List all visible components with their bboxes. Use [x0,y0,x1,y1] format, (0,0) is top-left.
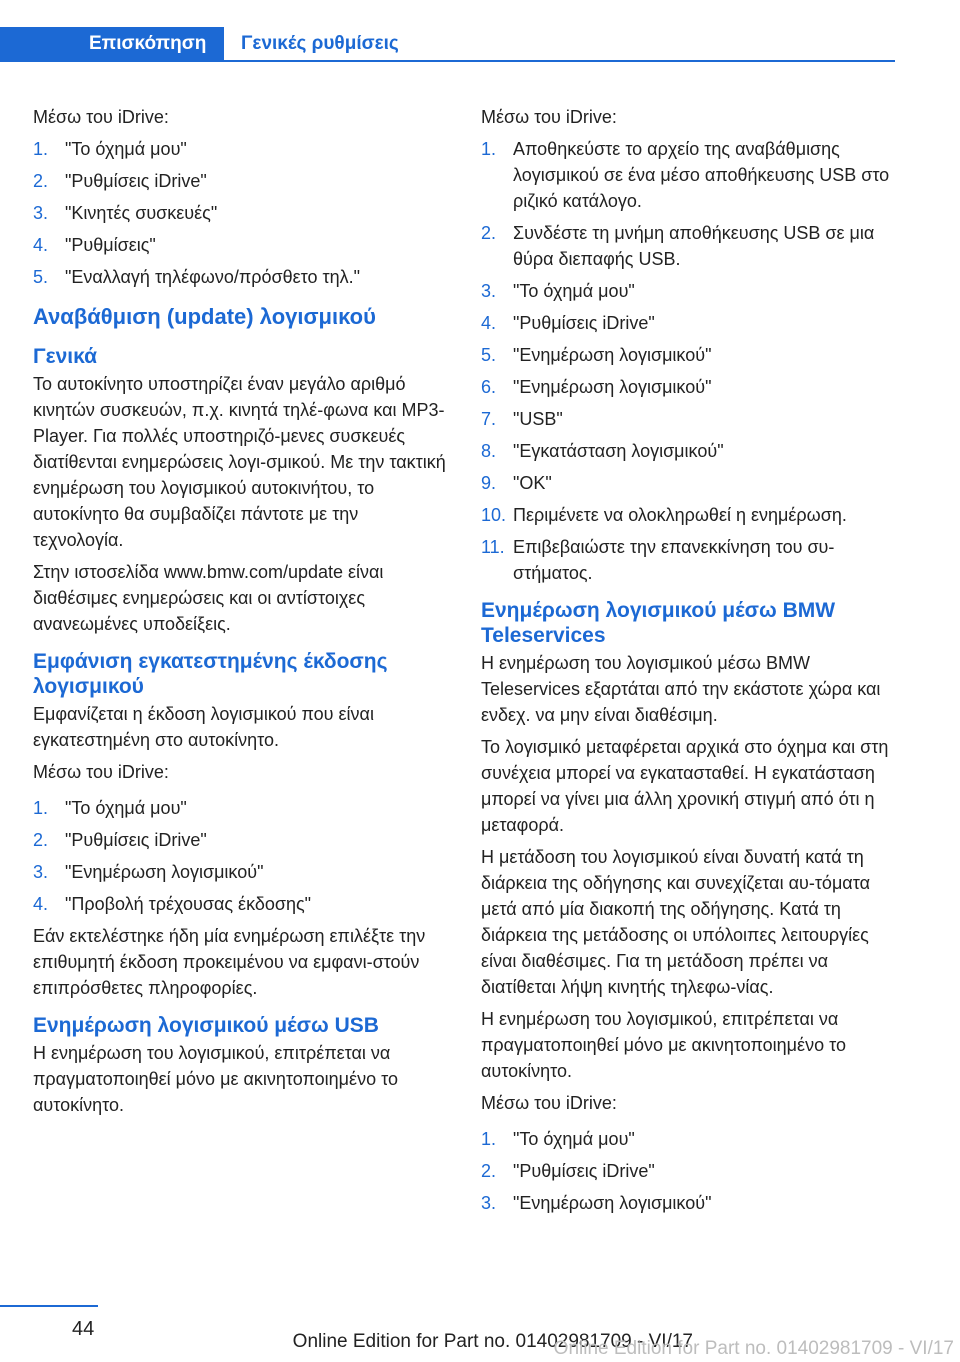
section-title-software-update: Αναβάθμιση (update) λογισμικού [33,304,376,329]
tab-general-settings[interactable]: Γενικές ρυθμίσεις [241,33,399,54]
heading-installed-version: Εμφάνιση εγκατεστημένης έκδοσης λογισμικού [33,650,388,698]
list-item: 2. "Ρυθμίσεις iDrive" [33,171,207,191]
list-item: 10. Περιμένετε να ολοκληρωθεί η ενημέρωση. [481,505,847,525]
list-item: 11. Επιβεβαιώστε την επανεκκίνηση του συ-στήματος. [481,537,835,583]
paragraph: Το λογισμικό μεταφέρεται αρχικά στο όχημα και στη συνέχεια μπορεί να εγκατασταθεί. Η εγκατάσταση μπορεί να γίνει μια άλλη χρονική στιγμή από ότι η μεταφορά. [481,737,889,835]
right-intro-2: Μέσω του iDrive: [481,1093,617,1113]
paragraph: Στην ιστοσελίδα www.bmw.com/update είναι διαθέσιμες ενημερώσεις και οι αντίστοιχες ανανεωμένες υποδείξεις. [33,562,384,634]
list-item: 9. "OK" [481,473,552,493]
list-item: 7. "USB" [481,409,563,429]
left-intro-2: Μέσω του iDrive: [33,762,169,782]
left-steps-2 [33,795,451,917]
list-item: 3. "Ενημέρωση λογισμικού" [33,862,264,882]
paragraph: Η ενημέρωση του λογισμικού, επιτρέπεται να πραγματοποιηθεί μόνο με ακινητοποιημένο το αυτοκίνητο. [481,1009,846,1081]
header-divider [0,60,895,62]
list-item: 2. "Ρυθμίσεις iDrive" [33,830,207,850]
footer-divider [0,1305,98,1307]
paragraph: Η ενημέρωση του λογισμικού μέσω BMW Teleservices εξαρτάται από την εκάστοτε χώρα και ενδεχ. να μην είναι διαθέσιμη. [481,653,881,725]
list-item: 5. "Εναλλαγή τηλέφωνο/πρόσθετο τηλ." [33,267,361,287]
left-intro: Μέσω του iDrive: [33,107,169,127]
left-column [33,104,451,1124]
paragraph: Εάν εκτελέστηκε ήδη μία ενημέρωση επιλέξτε την επιθυμητή έκδοση προκειμένου να εμφανι-στούν επιπρόσθετες πληροφορίες. [33,926,426,998]
heading-teleservices-update: Ενημέρωση λογισμικού μέσω BMW Teleservices [481,599,836,647]
list-item: 2. Συνδέστε τη μνήμη αποθήκευσης USB σε μια θύρα διεπαφής USB. [481,223,875,269]
list-item: 4. "Προβολή τρέχουσας έκδοσης" [33,894,312,914]
list-item: 1. "Το όχημά μου" [33,798,187,818]
list-item: 6. "Ενημέρωση λογισμικού" [481,377,712,397]
list-item: 5. "Ενημέρωση λογισμικού" [481,345,712,365]
paragraph: Το αυτοκίνητο υποστηρίζει έναν μεγάλο αριθμό κινητών συσκευών, π.χ. κινητά τηλέ-φωνα και MP3-Player. Για πολλές υποστηριζό-μενες συσκευές διατίθενται ενημερώσεις λογι-σμικού. Με την τακτική ενημέρωση του λογισμικού αυτοκινήτου, το αυτοκίνητο θα συμβαδίζει πάντοτε με την τεχνολογία. [33,374,446,550]
heading-usb-update: Ενημέρωση λογισμικού μέσω USB [33,1014,379,1037]
list-item: 2. "Ρυθμίσεις iDrive" [481,1161,655,1181]
right-column [481,104,899,1228]
list-item: 3. "Κινητές συσκευές" [33,203,218,223]
left-steps-1 [33,136,451,290]
list-item: 3. "Ενημέρωση λογισμικού" [481,1193,712,1213]
right-intro: Μέσω του iDrive: [481,107,617,127]
page-header [0,27,895,61]
tab-overview[interactable]: Επισκόπηση [0,27,224,62]
paragraph: Εμφανίζεται η έκδοση λογισμικού που είναι εγκατεστημένη στο αυτοκίνητο. [33,704,374,750]
paragraph: Η μετάδοση του λογισμικού είναι δυνατή κατά τη διάρκεια της οδήγησης και συνεχίζεται αυ-τόματα μετά από μία διακοπή της οδήγησης. Κατά τη διάρκεια της μετάδοσης οι υπόλοιπες λειτουργίες είναι διαθέσιμες. Για τη μετάδοση πρέπει να διατίθεται λήψη κινητής τηλεφω-νίας. [481,847,870,997]
list-item: 1. Αποθηκεύστε το αρχείο της αναβάθμισης λογισμικού σε ένα μέσο αποθήκευσης USB στο ριζικό κατάλογο. [481,139,890,211]
page-number: 44 [72,1318,95,1340]
list-item: 8. "Εγκατάσταση λογισμικού" [481,441,724,461]
heading-general: Γενικά [33,345,98,368]
right-steps-1 [481,136,899,586]
list-item: 3. "Το όχημά μου" [481,281,635,301]
list-item: 4. "Ρυθμίσεις iDrive" [481,313,655,333]
list-item: 1. "Το όχημά μου" [481,1129,635,1149]
watermark: Online Edition for Part no. 01402981709 - VI/17 [553,1338,954,1359]
list-item: 1. "Το όχημά μου" [33,139,187,159]
right-steps-2 [481,1126,899,1216]
edition-label: Online Edition for Part no. 01402981709 - VI/17 [292,1331,693,1352]
paragraph: Η ενημέρωση του λογισμικού, επιτρέπεται να πραγματοποιηθεί μόνο με ακινητοποιημένο το αυτοκίνητο. [33,1043,398,1115]
list-item: 4. "Ρυθμίσεις" [33,235,156,255]
